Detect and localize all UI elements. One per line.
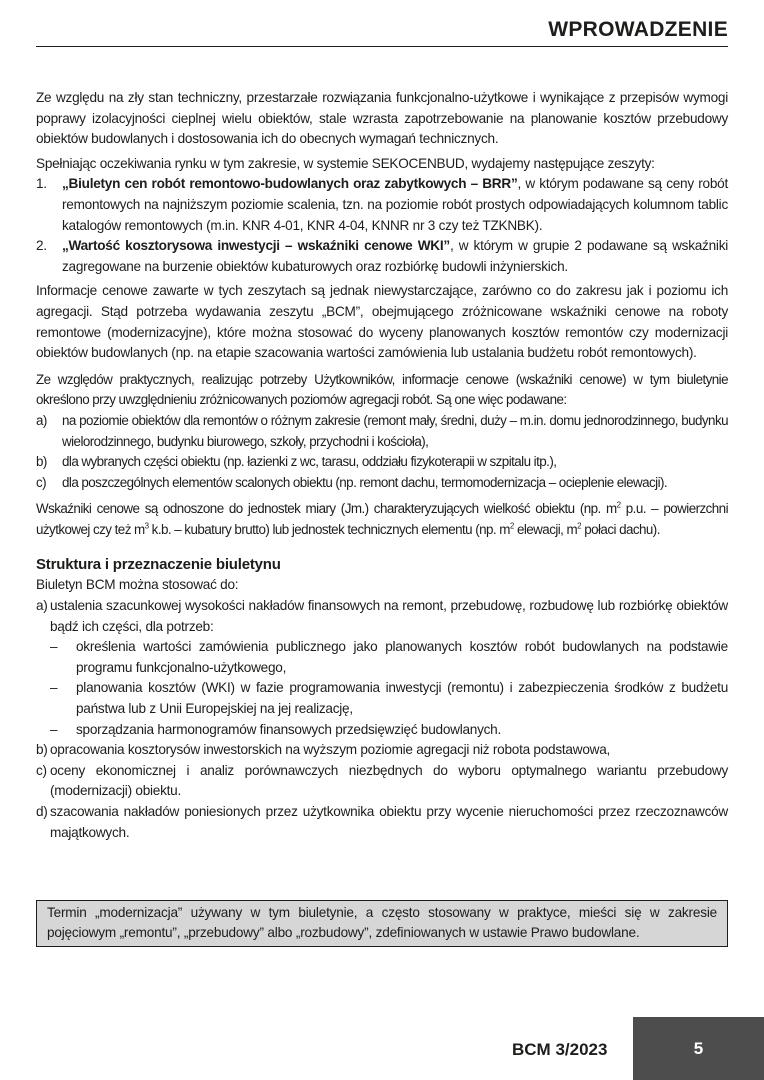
list-item-text: określenia wartości zamówienia publicznego jako planowanych kosztów robót budowlanych na podstawie programu funkcjonalno-użytkowego, [76, 639, 728, 675]
purpose-list [36, 637, 728, 740]
list-item-title: „Biuletyn cen robót remontowo-budowlanych oraz zabytkowych – BRR” [62, 176, 518, 192]
section-heading: Struktura i przeznaczenie biuletynu [36, 556, 281, 574]
list-item-text: , w którym podawane są ceny robót remontowych na najniższym poziomie scalenia, tzn. na poziomie robót prostych odpowiadających kolumnom tablic katalogów remontowych (m.in. KNR 4-01, KNR 4-04, KNNR nr 3 czy też TZKNBK). [62, 176, 728, 233]
list-item [36, 761, 728, 802]
list-marker: d) [36, 804, 48, 819]
list-item [36, 740, 728, 761]
intro-paragraph-1: Ze względu na zły stan techniczny, przestarzałe rozwiązania funkcjonalno-użytkowe i wynikające z przepisów wymogi poprawy izolacyjności cieplnej wielu obiektów, stale wzrasta zapotrzebowanie na planowanie kosztów przebudowy obiektów budowlanych i dostosowania ich do obecnych wymagań technicznych. [36, 90, 728, 147]
intro-paragraph-3: Informacje cenowe zawarte w tych zeszytach są jednak niewystarczające, zarówno co do zakresu jak i poziomu ich agregacji. Stąd potrzeba wydawania zeszytu „BCM”, obejmującego zróżnicowane wskaźniki cenowe na roboty remontowe (modernizacyjne), które można stosować do wyceny planowanych kosztów remontów czy modernizacji obiektów budowlanych (np. na etapie szacowania wartości zamówienia lub ustalania budżetu robót remontowych). [36, 283, 728, 361]
list-item [36, 802, 728, 843]
list-item [36, 411, 728, 452]
structure-lead: Biuletyn BCM można stosować do: [36, 577, 239, 593]
list-item-text: sporządzania harmonogramów finansowych przedsięwzięć budowlanych. [76, 721, 502, 737]
units-text: k.b. – kubatury brutto) lub jednostek technicznych elementu (np. m [148, 521, 510, 537]
usage-list [36, 596, 728, 843]
list-item [36, 678, 728, 719]
list-item [36, 174, 728, 236]
dash-marker: – [50, 680, 58, 696]
list-item-text: dla wybranych części obiektu (np. łazienki z wc, tarasu, oddziału fizykoterapii w szpitalu itp.), [62, 454, 557, 470]
list-item-text: dla poszczególnych elementów scalonych obiektu (np. remont dachu, termomodernizacja – ocieplenie elewacji). [62, 474, 668, 490]
list-marker: b) [36, 454, 47, 470]
publication-list [36, 174, 728, 277]
units-text: p.u. – powierzchni użytkowej czy też m [36, 501, 729, 537]
list-item [36, 637, 728, 678]
intro-paragraph-2: Spełniając oczekiwania rynku w tym zakresie, w systemie SEKOCENBUD, wydajemy następujące zeszyty: [36, 155, 655, 171]
list-item-text: na poziomie obiektów dla remontów o różnym zakresie (remont mały, średni, duży – m.in. domu jednorodzinnego, budynku wielorodzinnego, budynku biurowego, szkoły, przychodni i kościoła), [62, 412, 728, 449]
list-item [36, 596, 728, 637]
list-item-text: planowania kosztów (WKI) w fazie programowania inwestycji (remontu) i zabezpieczenia środków z budżetu państwa lub z Unii Europejskiej na jej realizację, [76, 680, 728, 717]
list-marker: a) [36, 598, 48, 614]
units-text: Wskaźniki cenowe są odnoszone do jednostek miary (Jm.) charakteryzujących wielkość obiektu (np. m [36, 501, 617, 517]
page-number: 5 [633, 1017, 764, 1080]
list-marker: c) [36, 474, 47, 490]
list-item-text: , w którym w grupie 2 podawane są wskaźniki zagregowane na burzenie obiektów kubaturowych oraz rozbiórkę budowli inżynierskich. [62, 238, 729, 274]
dash-marker: – [50, 721, 58, 737]
units-text: połaci dachu). [581, 521, 660, 537]
list-item-title: „Wartość kosztorysowa inwestycji – wskaźniki cenowe WKI” [62, 238, 450, 254]
page-section-title: WPROWADZENIE [548, 18, 728, 41]
superscript: 3 [144, 521, 149, 531]
aggregation-list [36, 411, 728, 493]
units-paragraph [36, 499, 728, 540]
list-item [36, 236, 728, 277]
intro-paragraph-4: Ze względów praktycznych, realizując potrzeby Użytkowników, informacje cenowe (wskaźniki cenowe) w tym biuletynie określono przy uwzględnieniu zróżnicowanych poziomów agregacji robót. Są one więc podawane: [36, 371, 728, 408]
publication-label: BCM 3/2023 [512, 1040, 608, 1059]
list-item [36, 452, 728, 473]
list-item [36, 473, 728, 494]
aggregation-block [36, 370, 728, 541]
list-marker: 2. [36, 238, 47, 254]
list-marker: 1. [36, 176, 47, 192]
dash-marker: – [50, 639, 58, 655]
list-item-text: szacowania nakładów poniesionych przez użytkownika obiektu przy wycenie nieruchomości przez rzeczoznawców majątkowych. [50, 804, 728, 840]
units-text: elewacji, m [513, 521, 578, 537]
superscript: 2 [616, 500, 621, 510]
list-item-text: opracowania kosztorysów inwestorskich na wyższym poziomie agregacji niż robota podstawowa, [50, 742, 611, 758]
superscript: 2 [577, 521, 582, 531]
list-item-text: oceny ekonomicznej i analiz porównawczych niezbędnych do wyboru optymalnego wariantu przebudowy (modernizacji) obiektu. [50, 762, 728, 799]
list-marker: a) [36, 412, 47, 428]
note-text: Termin „modernizacja” używany w tym biuletynie, a często stosowany w praktyce, mieści się w zakresie pojęciowym „remontu”, „przebudowy” albo „rozbudowy”, zdefiniowanych w ustawie Prawo budowlane. [47, 905, 717, 940]
list-marker: b) [36, 742, 48, 758]
note-box [36, 900, 728, 947]
header-rule [36, 46, 728, 47]
main-content [36, 88, 728, 843]
list-item [36, 720, 728, 741]
list-item-text: ustalenia szacunkowej wysokości nakładów finansowych na remont, przebudowę, rozbudowę lub rozbiórkę obiektów bądź ich części, dla potrzeb: [50, 598, 728, 634]
superscript: 2 [509, 521, 514, 531]
list-marker: c) [36, 762, 47, 778]
